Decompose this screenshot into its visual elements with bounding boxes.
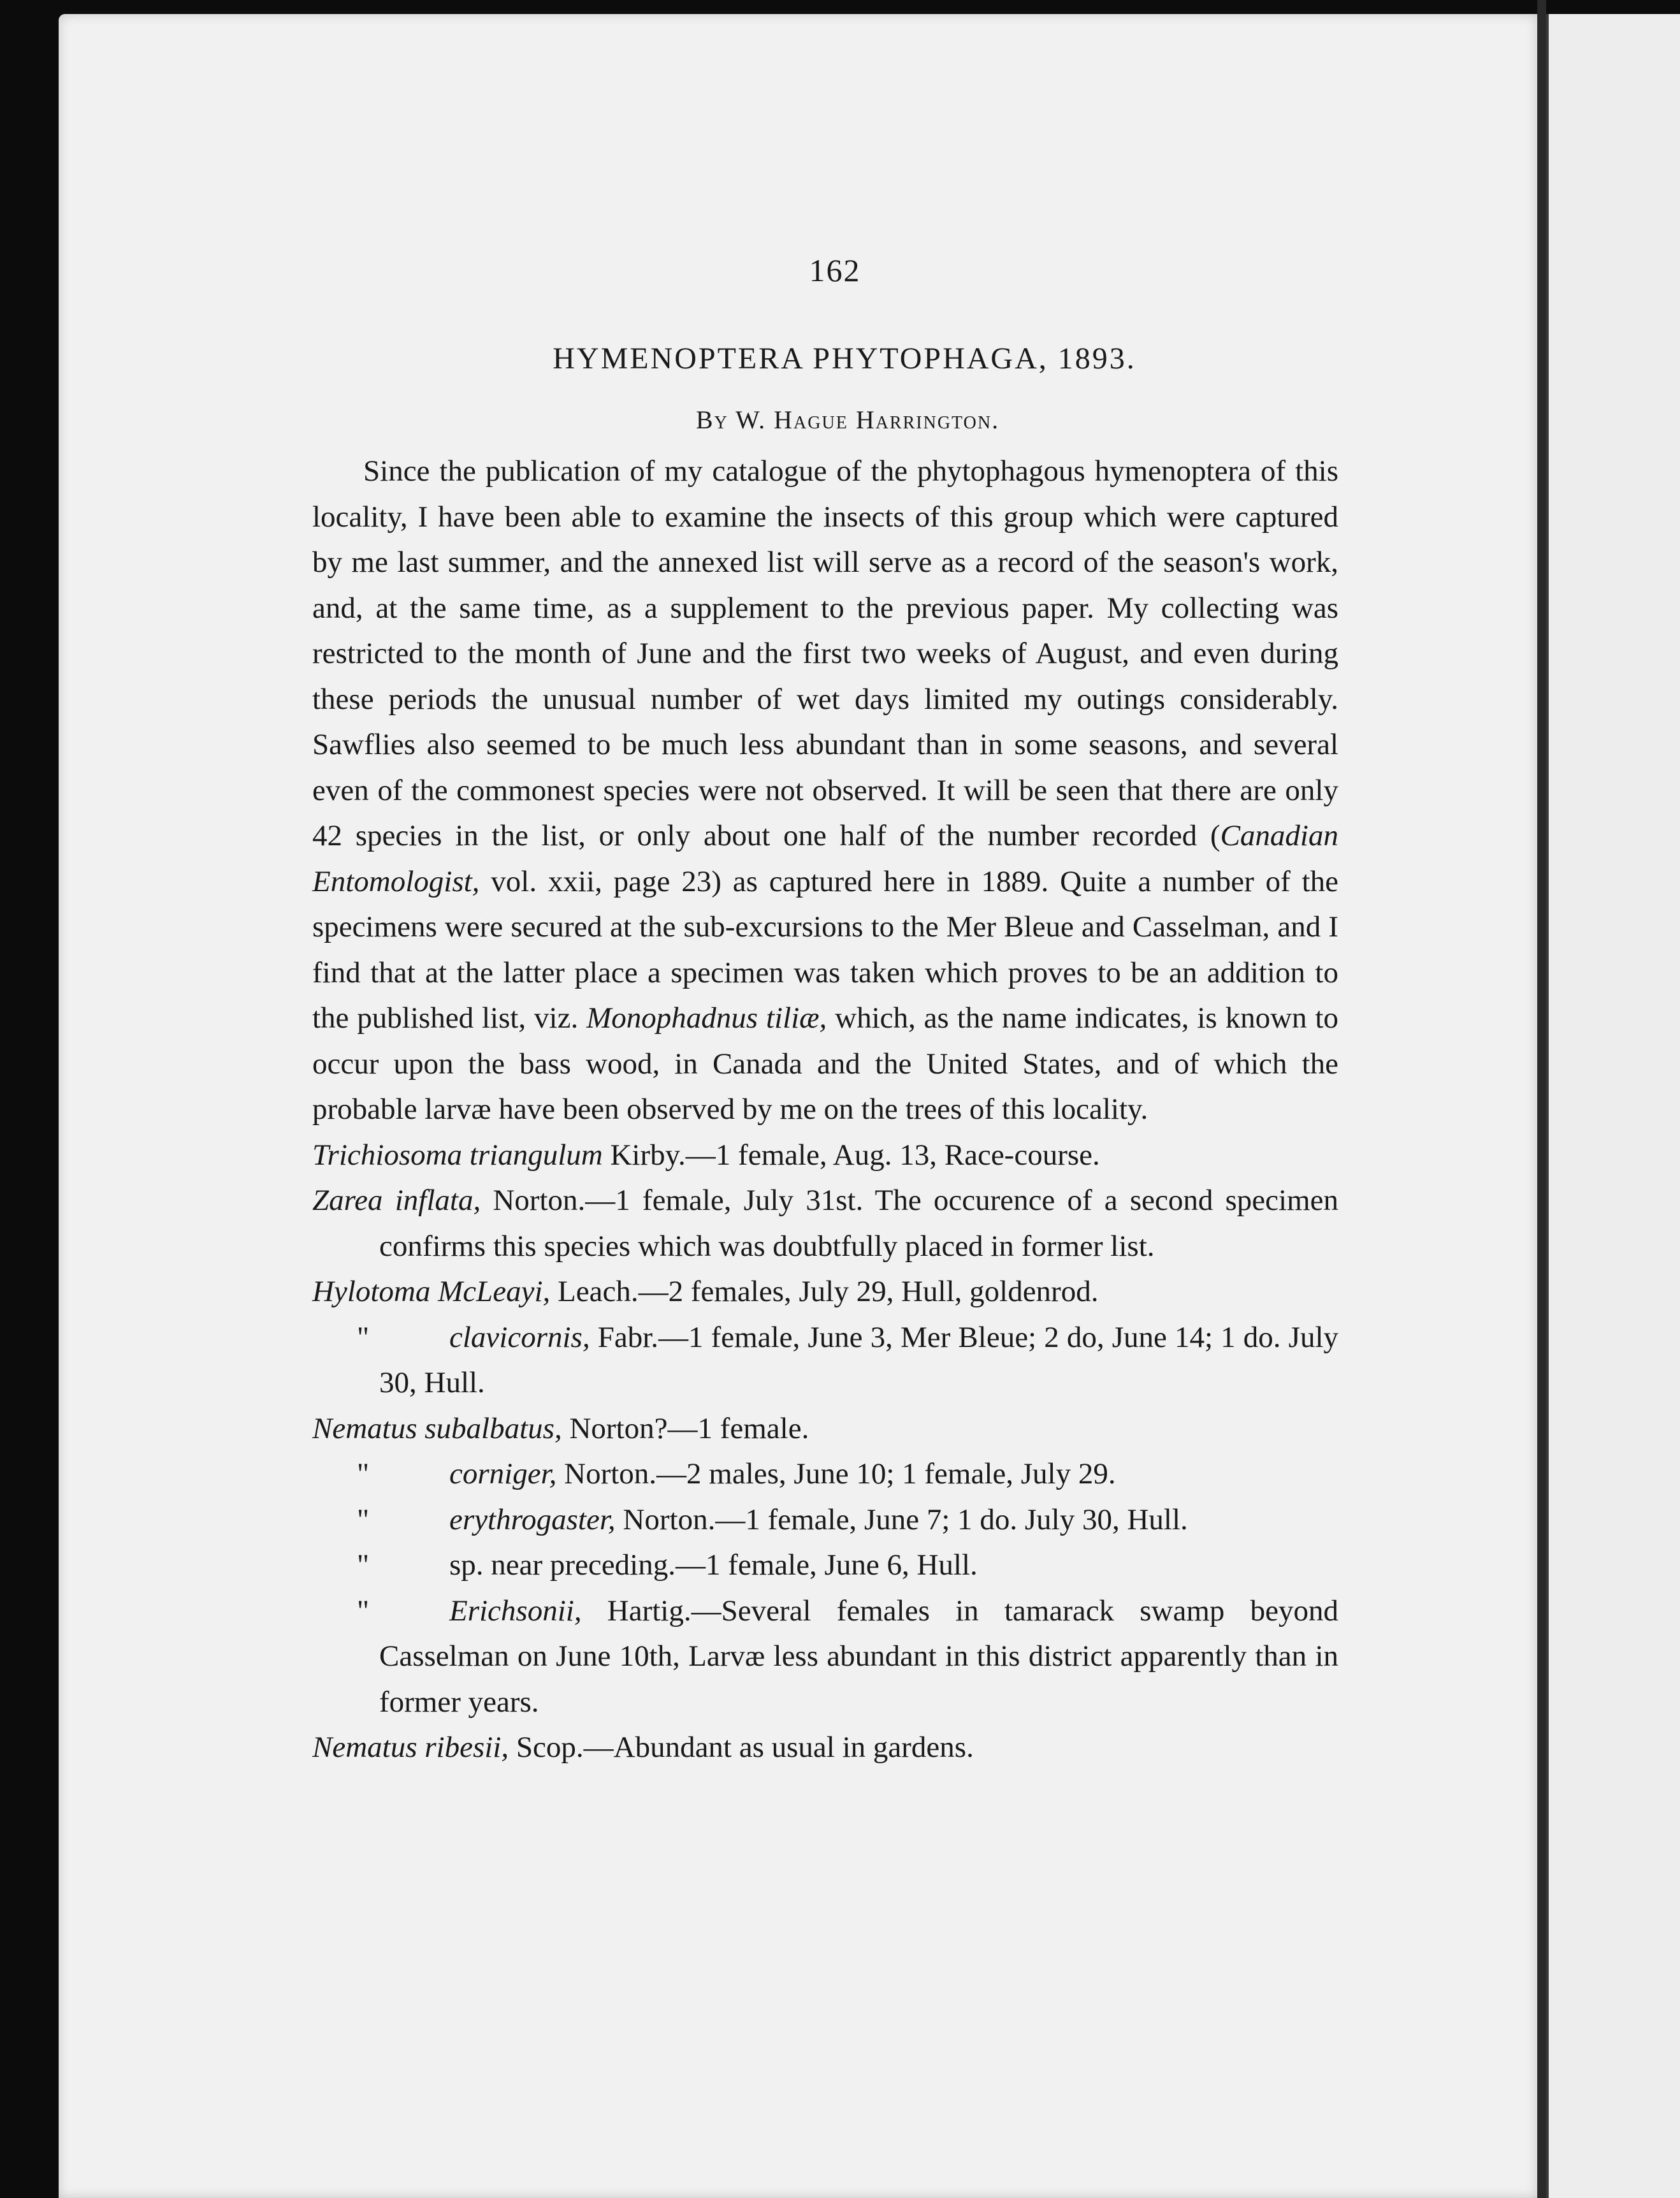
species-entry-nematus-erichsonii xyxy=(312,1589,1338,1726)
species-entry-name: Nematus ribesii, xyxy=(312,1731,509,1764)
species-entry-nematus-ribesii xyxy=(312,1725,1338,1771)
species-entry-nematus-corniger xyxy=(312,1452,1338,1497)
species-entry-text: Kirby.—1 female, Aug. 13, Race-course. xyxy=(602,1138,1100,1172)
species-name: Monophadnus tiliæ, xyxy=(586,1001,827,1035)
ditto-mark: " xyxy=(357,1503,370,1536)
ditto-mark: " xyxy=(357,1548,370,1582)
species-entry-text: Norton.—2 males, June 10; 1 female, July 29. xyxy=(556,1457,1116,1490)
ditto-mark: " xyxy=(357,1457,370,1490)
ditto-mark: " xyxy=(357,1594,370,1627)
species-entry-text: Hartig.—Several females in tamarack swamp beyond Casselman on June 10th, Larvæ less abundant in this district apparently than in former years. xyxy=(379,1594,1338,1719)
page-text xyxy=(312,252,1338,1771)
species-entry-name: Erichsonii, xyxy=(449,1594,582,1627)
species-entry-text: Norton.—1 female, July 31st. The occurence of a second specimen confirms this species which was doubtfully placed in former list. xyxy=(379,1184,1339,1263)
intro-text-3: which, as the name indicates, is known to occur upon the bass wood, in Canada and the United States, and of which the probable larvæ have been observed by me on the trees of this locality. xyxy=(312,1001,1338,1126)
species-entry-nematus-erythrogaster xyxy=(312,1497,1338,1543)
intro-text-1: Since the publication of my catalogue of the phytophagous hymenoptera of this locality, I have been able to examine the insects of this group which were captured by me last summer, and the annexed list will serve as a record of the season's work, and, at the same time, as a supplement to the previous paper. My collecting was restricted to the month of June and the first two weeks of August, and even during these periods the unusual number of wet days limited my outings considerably. Sawflies also seemed to be much less abundant than in some seasons, and several even of the commonest species were not observed. It will be seen that there are only 42 species in the list, or only about one half of the number recorded ( xyxy=(312,455,1338,852)
species-entry-text: sp. near preceding.—1 female, June 6, Hull. xyxy=(449,1548,978,1582)
page-number: 162 xyxy=(809,252,861,288)
species-entry-text: Norton.—1 female, June 7; 1 do. July 30, Hull. xyxy=(615,1503,1188,1536)
species-entry-name: Zarea inflata, xyxy=(312,1184,481,1217)
species-entry-trichiosoma xyxy=(312,1133,1338,1179)
species-entry-name: erythrogaster, xyxy=(449,1503,616,1536)
species-entry-nematus-sp xyxy=(312,1543,1338,1589)
species-entry-hylotoma-mcleayi xyxy=(312,1269,1338,1315)
species-entry-name: corniger, xyxy=(449,1457,557,1490)
species-entry-text: Norton?—1 female. xyxy=(561,1411,809,1445)
article-title: HYMENOPTERA PHYTOPHAGA, 1893. xyxy=(553,342,1136,375)
species-entry-name: clavicornis, xyxy=(449,1320,590,1354)
species-entry-zarea xyxy=(312,1178,1338,1269)
species-entry-name: Hylotoma McLeayi, xyxy=(312,1275,551,1308)
species-entry-hylotoma-clavicornis xyxy=(312,1315,1338,1406)
adjacent-page-edge xyxy=(1546,14,1680,2198)
species-entry-nematus-subalbatus xyxy=(312,1406,1338,1452)
page-gutter xyxy=(1537,0,1546,2198)
intro-text-2: vol. xxii, page 23) as captured here in 1889. Quite a number of the specimens were secured at the sub-excursions to the Mer Bleue and Casselman, and I find that at the latter place a specimen was taken which proves to be an addition to the published list, viz. xyxy=(312,864,1338,1035)
species-entry-text: Scop.—Abundant as usual in gardens. xyxy=(509,1731,974,1764)
journal-name: Canadian Entomologist, xyxy=(312,819,1338,898)
species-entry-text: Leach.—2 females, July 29, Hull, goldenrod. xyxy=(550,1275,1099,1308)
species-entry-text: Fabr.—1 female, June 3, Mer Bleue; 2 do, June 14; 1 do. July 30, Hull. xyxy=(379,1320,1338,1399)
species-entry-name: Nematus subalbatus, xyxy=(312,1411,562,1445)
byline: By W. Hague Harrington. xyxy=(695,405,1000,434)
intro-paragraph xyxy=(312,449,1338,1133)
ditto-mark: " xyxy=(357,1320,370,1354)
species-entry-name: Trichiosoma triangulum xyxy=(312,1138,603,1172)
